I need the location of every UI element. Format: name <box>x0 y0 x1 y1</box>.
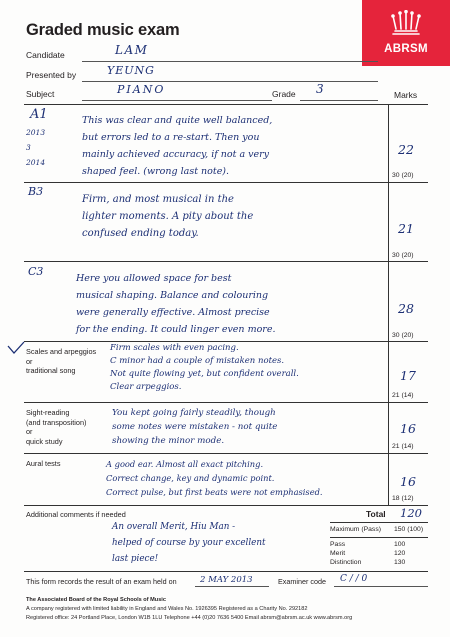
section-b-label: B3 <box>28 185 44 198</box>
section-c-max: 30 (20) <box>392 332 414 339</box>
section-a-score: 22 <box>398 142 414 157</box>
aural-comment: A good ear. Almost all exact pitching. Correct change, key and dynamic point. Correct pulse, but first beats were not emphasised. <box>106 459 323 497</box>
subject-value: PIANO <box>117 83 166 96</box>
form-title: Graded music exam <box>26 21 180 39</box>
marks-column-divider <box>388 104 389 505</box>
scales-score: 17 <box>400 368 416 383</box>
footer-registration: A company registered with limited liability in England and Wales No. 1926395 Registered as a Charity No. 292182 <box>26 606 308 612</box>
exam-date-label: This form records the result of an exam held on <box>26 577 177 586</box>
pass-label: Pass <box>330 541 346 548</box>
rule-additional <box>24 571 428 572</box>
additional-comments-label: Additional comments if needed <box>26 510 126 519</box>
total-value: 120 <box>400 506 422 520</box>
aural-label: Aural tests <box>26 459 61 468</box>
additional-comment: An overall Merit, Hiu Man - helped of course by your excellent last piece! <box>112 522 266 564</box>
subject-label: Subject <box>26 89 55 99</box>
rule-a <box>24 182 428 183</box>
examiner-code-line <box>334 586 428 587</box>
rule-top <box>24 104 428 105</box>
section-c-comment: Here you allowed space for best musical shaping. Balance and colouring were generally effective. Almost precise for the ending. It could linger even more. <box>76 273 276 335</box>
candidate-label: Candidate <box>26 50 65 60</box>
maximum-rule <box>330 537 428 538</box>
section-b-score: 21 <box>398 221 414 236</box>
scales-comment: Firm scales with even pacing. C minor had a couple of mistaken notes. Not quite flowing yet, but confident overall. Clear arpeggios. <box>110 343 299 392</box>
aural-score: 16 <box>400 474 416 489</box>
marks-heading: Marks <box>394 90 418 100</box>
abrsm-logo <box>362 0 450 66</box>
grade-line <box>300 100 378 101</box>
maximum-label: Maximum (Pass) <box>330 526 381 533</box>
total-rule <box>330 522 428 523</box>
grade-value: 3 <box>316 82 324 96</box>
maximum-value: 150 (100) <box>394 526 424 533</box>
section-a-label: A1 <box>30 107 48 122</box>
candidate-value: LAM <box>115 43 149 57</box>
sight-reading-score: 16 <box>400 421 416 436</box>
crown-icon <box>388 10 424 38</box>
rule-sight <box>24 453 428 454</box>
section-c-label: C3 <box>28 265 44 278</box>
section-b-comment: Firm, and most musical in the lighter moments. A pity about the confused ending today. <box>82 194 254 239</box>
merit-label: Merit <box>330 550 346 557</box>
examiner-code-value: C / / 0 <box>340 574 368 584</box>
grade-label: Grade <box>272 89 296 99</box>
scales-label: Scales and arpeggios or traditional song <box>26 347 97 375</box>
scales-max: 21 (14) <box>392 392 414 399</box>
distinction-label: Distinction <box>330 559 362 566</box>
examiner-code-label: Examiner code <box>278 577 326 586</box>
presented-by-value: YEUNG <box>107 64 155 77</box>
section-a-comment: This was clear and quite well balanced, but errors led to a re-start. Then you mainly achieved accuracy, if not a very shaped feel. (wrong last note). <box>82 115 273 177</box>
sight-reading-comment: You kept going fairly steadily, though some notes were mistaken - not quite showing the minor mode. <box>112 408 278 446</box>
aural-max: 18 (12) <box>392 495 414 502</box>
presented-by-line <box>82 81 378 82</box>
tick-mark-icon <box>6 341 26 355</box>
rule-aural <box>24 505 428 506</box>
total-label: Total <box>366 509 386 519</box>
section-a-side-notes: 2013 3 2014 <box>26 128 46 167</box>
pass-value: 100 <box>394 541 406 548</box>
section-b-max: 30 (20) <box>392 252 414 259</box>
logo-text: ABRSM <box>384 43 428 55</box>
sight-reading-max: 21 (14) <box>392 443 414 450</box>
subject-line <box>82 100 272 101</box>
merit-value: 120 <box>394 550 406 557</box>
section-a-max: 30 (20) <box>392 172 414 179</box>
exam-date-value: 2 MAY 2013 <box>200 575 253 585</box>
candidate-line <box>82 61 378 62</box>
rule-scales <box>24 402 428 403</box>
footer-address: Registered office: 24 Portland Place, London W1B 1LU Telephone +44 (0)20 7636 5400 Email abrsm@abrsm.ac.uk www.abrsm.org <box>26 615 353 621</box>
sight-reading-label: Sight-reading (and transposition) or quick study <box>26 408 87 446</box>
footer-org-name: The Associated Board of the Royal Schools of Music <box>26 597 166 603</box>
exam-date-line <box>195 586 269 587</box>
distinction-value: 130 <box>394 559 406 566</box>
presented-by-label: Presented by <box>26 70 77 80</box>
rule-b <box>24 261 428 262</box>
section-c-score: 28 <box>398 301 414 316</box>
